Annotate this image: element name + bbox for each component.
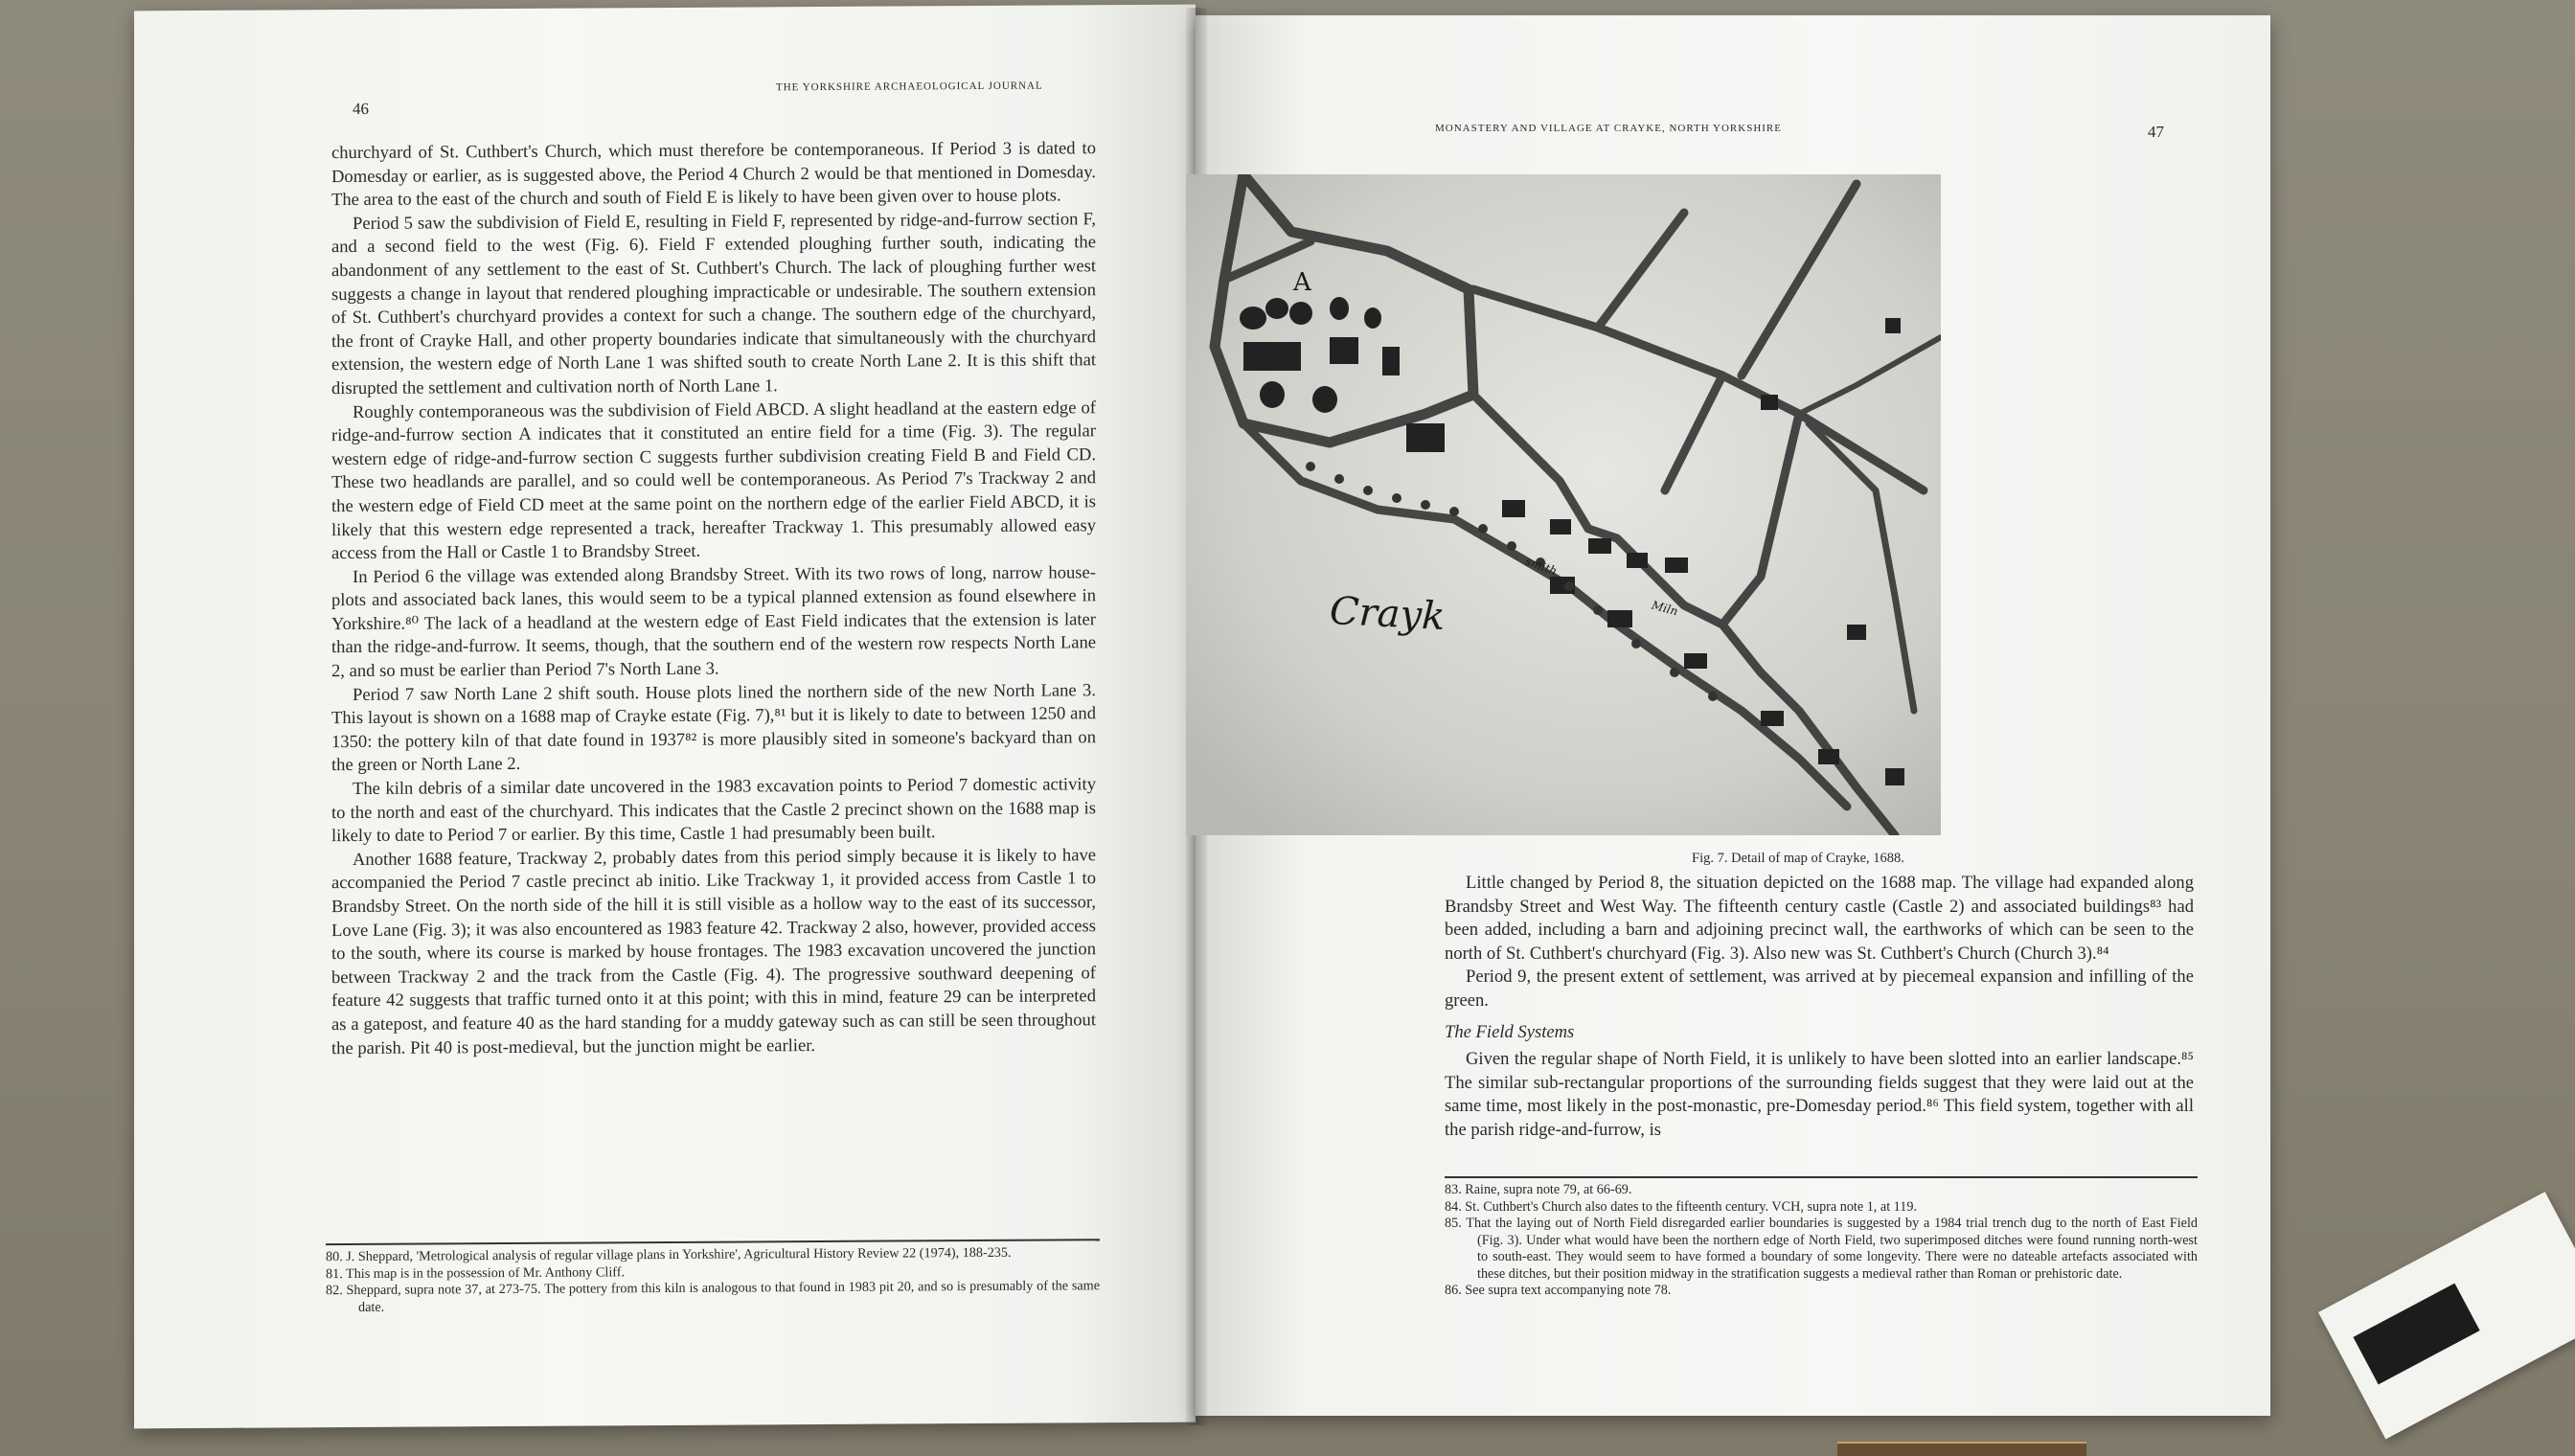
footnote-80: 80. J. Sheppard, 'Metrological analysis of regular village plans in Yorkshire', Agricultural History Review 22 (1974), 188-235.: [326, 1244, 1012, 1265]
footnote-84: 84. St. Cuthbert's Church also dates to the fifteenth century. VCH, supra note 1, at 119.: [1445, 1198, 1917, 1215]
binder-clip: [1837, 1442, 2086, 1456]
left-running-head: THE YORKSHIRE ARCHAEOLOGICAL JOURNAL: [776, 80, 1043, 94]
right-body-text: [1445, 872, 2194, 1143]
left-footnote-rule: [326, 1239, 1100, 1244]
right-footnotes: [1445, 1182, 2198, 1300]
map-label-miln: Miln: [1650, 598, 1680, 619]
right-paragraph-2: Period 9, the present extent of settlement, was arrived at by piecemeal expansion and infilling of the green.: [1445, 967, 2194, 1011]
left-page-number: 46: [353, 99, 369, 118]
figure-map-crayke: [1186, 174, 1941, 835]
figure-caption: Fig. 7. Detail of map of Crayke, 1688.: [1692, 851, 1904, 866]
right-footnote-rule: [1445, 1176, 2198, 1178]
map-label-field-a: A: [1293, 268, 1311, 297]
left-paragraph-2: Period 5 saw the subdivision of Field E, resulting in Field F, represented by ridge-and-furrow section F, and a second field to the west (Fig. 6). Field F extended ploughing further south, indicating the abandonment of any settlement to the east of St. Cuthbert's Church. The lack of ploughing further west suggests a change in layout that rendered ploughing impracticable or undesirable. The southern extension of St. Cuthbert's churchyard provides a context for such a change. The southern edge of the churchyard, the front of Crayke Hall, and other property boundaries indicate that simultaneously with the churchyard extension, the western edge of North Lane 1 was shifted south to create North Lane 2. It is this shift that disrupted the settlement and cultivation north of North Lane 1.: [331, 209, 1096, 399]
left-footnotes: [326, 1244, 1100, 1316]
right-paragraph-1: Little changed by Period 8, the situation depicted on the 1688 map. The village had expanded along Brandsby Street and West Way. The fifteenth century castle (Castle 2) and associated buildings⁸³ had been added, including a barn and adjoining precinct wall, the earthworks of which can be seen to the north of St. Cuthbert's churchyard (Fig. 3). Also new was St. Cuthbert's Church (Church 3).⁸⁴: [1445, 873, 2194, 964]
left-paragraph-3: Roughly contemporaneous was the subdivision of Field ABCD. A slight headland at the eastern edge of ridge-and-furrow section A indicates that it constituted an entire field for a time (Fig. 3). The regular western edge of ridge-and-furrow section C suggests further subdivision creating Field B and Field CD. These two headlands are parallel, and so could well be contemporaneous. As Period 7's Trackway 2 and the western edge of Field CD meet at the same point on the northern edge of the earlier Field ABCD, it is likely that this western edge represented a track, hereafter Trackway 1. This presumably allowed easy access from the Hall or Castle 1 to Brandsby Street.: [331, 397, 1096, 564]
footnote-85: 85. That the laying out of North Field disregarded earlier boundaries is suggested by a 1984 trial trench dug to the north of East Field (Fig. 3). Under what would have been the northern edge of North Field, two superimposed ditches were found running north-west to south-east. They would seem to have formed a boundary of some longevity. There were no dateable artefacts associated with these ditches, but their position midway in the stratification suggests a medieval rather than Roman or prehistoric date.: [1445, 1216, 2198, 1282]
left-paragraph-5: Period 7 saw North Lane 2 shift south. House plots lined the northern side of the new North Lane 3. This layout is shown on a 1688 map of Crayke estate (Fig. 7),⁸¹ but it is likely to date to between 1250 and 1350: the pottery kiln of that date found in 1937⁸² is more plausibly sited in someone's backyard than on the green or North Lane 2.: [331, 679, 1096, 776]
left-paragraph-6: The kiln debris of a similar date uncovered in the 1983 excavation points to Period 7 domestic activity to the north and east of the churchyard. This indicates that the Castle 2 precinct shown on the 1688 map is likely to date to Period 7 or earlier. By this time, Castle 1 had presumably been built.: [331, 774, 1096, 847]
map-label-smith: smith: [1523, 554, 1560, 579]
footnote-82: 82. Sheppard, supra note 37, at 273-75. The pottery from this kiln is analogous to that found in 1983 pit 20, and so is presumably of the same date.: [326, 1278, 1100, 1315]
left-paragraph-7: Another 1688 feature, Trackway 2, probably dates from this period simply because it is likely to have accompanied the Period 7 castle precinct ab initio. Like Trackway 1, it provided access from Castle 1 to Brandsby Street. On the north side of the hill it is still visible as a hollow way to the east of its successor, Love Lane (Fig. 3); it was also encountered as 1983 feature 42. Trackway 2 also, however, provided access to the south, where its course is marked by house frontages. The 1983 excavation uncovered the junction between Trackway 2 and the track from the Castle (Fig. 4). The progressive southward deepening of feature 42 suggests that traffic turned onto it at this point; with this in mind, feature 29 can be interpreted as a gatepost, and feature 40 as the hard standing for a muddy gateway such as can still be seen throughout the parish. Pit 40 is post-medieval, but the junction might be earlier.: [331, 845, 1096, 1058]
footnote-83: 83. Raine, supra note 79, at 66-69.: [1445, 1182, 1632, 1197]
left-body-text: [331, 137, 1096, 1060]
left-page: [134, 5, 1196, 1429]
sheet-dark-stripe: [2353, 1284, 2479, 1385]
footnote-86: 86. See supra text accompanying note 78.: [1445, 1283, 1672, 1298]
section-subheading: The Field Systems: [1445, 1021, 1575, 1042]
right-running-head: MONASTERY AND VILLAGE AT CRAYKE, NORTH YORKSHIRE: [1435, 123, 1782, 134]
left-paragraph-1: churchyard of St. Cuthbert's Church, which must therefore be contemporaneous. If Period 3 is dated to Domesday or earlier, as is suggested above, the Period 4 Church 2 would be that mentioned in Domesday. The area to the east of the church and south of Field E is likely to have been given over to house plots.: [331, 138, 1096, 211]
footnote-81: 81. This map is in the possession of Mr. Anthony Cliff.: [326, 1263, 626, 1282]
left-paragraph-4: In Period 6 the village was extended along Brandsby Street. With its two rows of long, narrow house-plots and associated back lanes, this would seem to be a typical planned extension as found elsewhere in Yorkshire.⁸⁰ The lack of a headland at the western edge of East Field indicates that the extension is later than the ridge-and-furrow. It seems, though, that the southern end of the western row respects North Lane 2, and so must be earlier than Period 7's North Lane 3.: [331, 561, 1096, 682]
right-paragraph-3: Given the regular shape of North Field, it is unlikely to have been slotted into an earlier landscape.⁸⁵ The similar sub-rectangular proportions of the surrounding fields suggest that they were laid out at the same time, most likely in the post-monastic, pre-Domesday period.⁸⁶ This field system, together with all the parish ridge-and-furrow, is: [1445, 1049, 2194, 1140]
map-label-crayke: Crayk: [1328, 588, 1447, 640]
right-page-number: 47: [2148, 123, 2164, 141]
